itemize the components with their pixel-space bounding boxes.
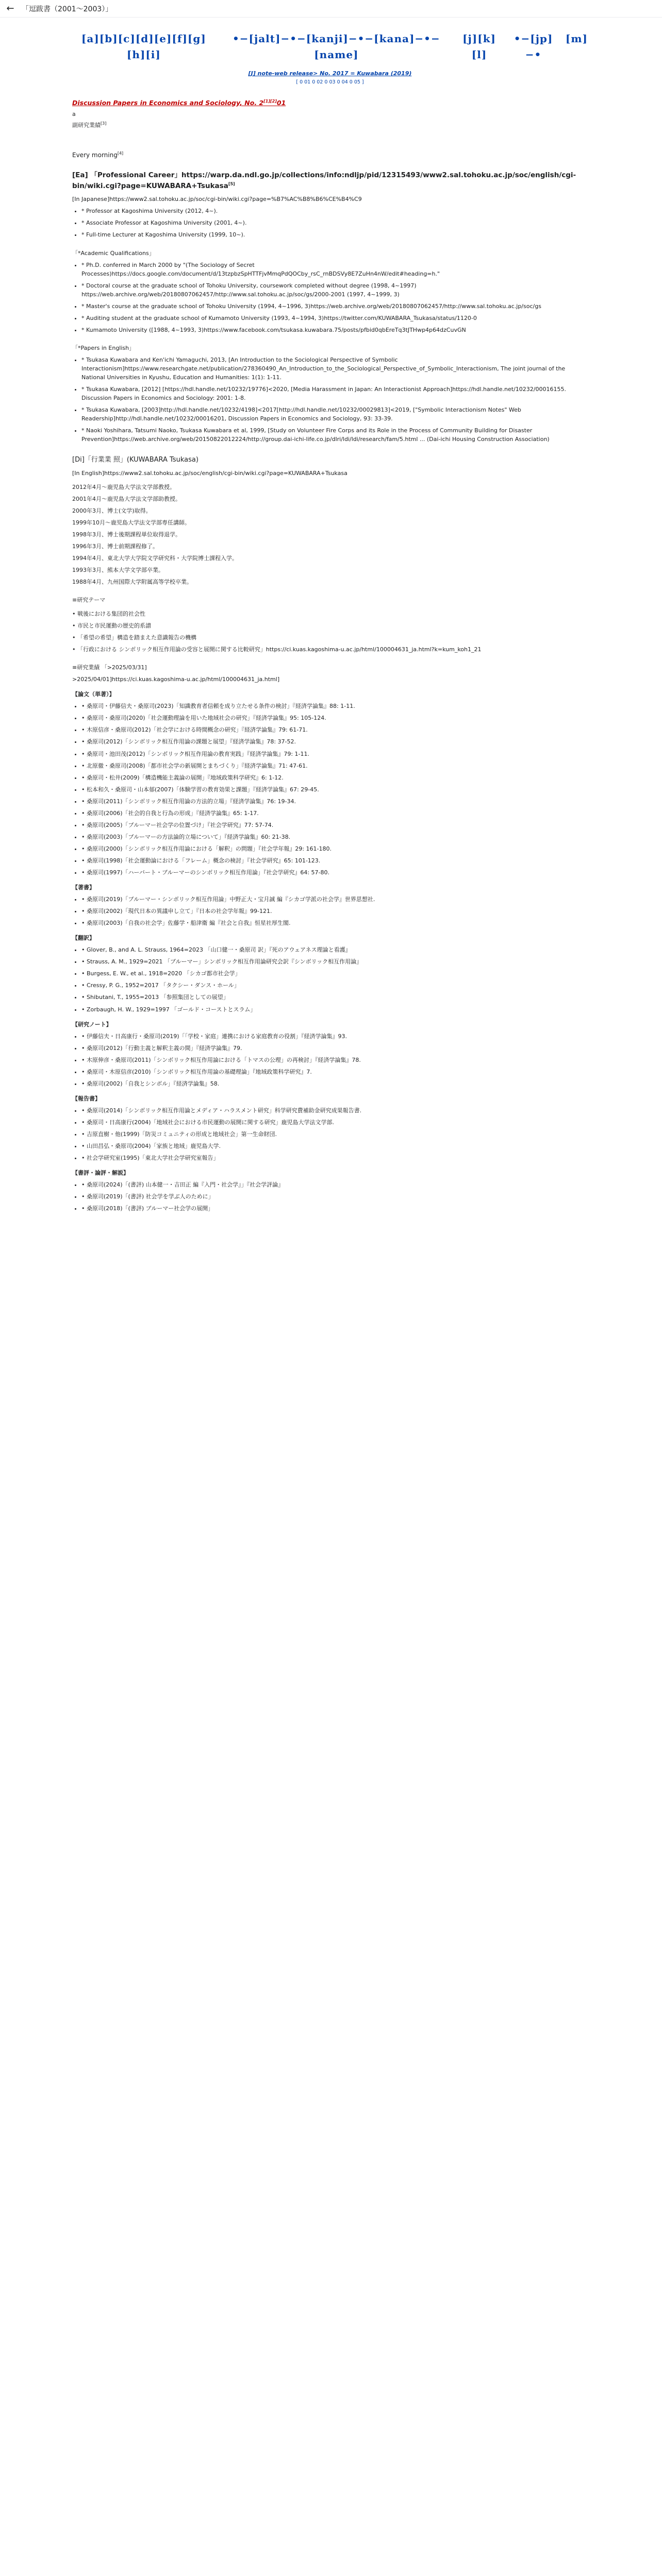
page-content (72, 31, 588, 1216)
list-item: • • 桑原司(2002)「現代日本の異議申し立て」『日本の社会学年報』99-121. (81, 907, 588, 916)
list-item: • • 桑原司(2011)「シンボリック相互作用論の方法的立場」『経済学論集』76: 19-34. (81, 797, 588, 806)
list-item: • * Doctoral course at the graduate school of Tohoku University, coursework completed without degree (1998, 4~1997) https://web.archive.org/web/20180807062457/http://www.sal.tohoku.ac.jp/soc/gs/2000-2001 (1997, 4~1999, 3) (81, 281, 588, 299)
dp-line-a: a (72, 111, 76, 118)
japanese-career-list (72, 483, 588, 586)
dp-title-link[interactable] (72, 98, 588, 108)
list-item: 1998年3月、博士後期課程単位取得退学。 (72, 531, 181, 538)
list-item: • • 桑原司(2019)「(書評) 社会学を学ぶ人のために」 (81, 1192, 588, 1201)
list-item: • • 桑原司・池田茂(2012)「シンボリック相互作用論の教育実践」『経済学論集』79: 1-11. (81, 750, 588, 758)
list-item: 2012年4月〜鹿児島大学法文学部教授。 (72, 483, 175, 490)
academic-heading: 「*Academic Qualifications」 (72, 249, 155, 257)
papers-heading: 「*Papers in English」 (72, 344, 135, 351)
every-morning-sup[interactable]: [4] (117, 150, 124, 156)
list-item[interactable]: • 「行政における シンボリック相互作用論の受容と展開に関する比較研究」https://ci.kuas.kagoshima-u.ac.jp/html/100004631_ja.html?k=kum_koh1_21 (72, 646, 482, 653)
every-morning-text: Every morning (72, 151, 118, 159)
notes-list (72, 1032, 588, 1088)
research-heading: ≡研究業績 「>2025/03/31] (72, 664, 147, 671)
list-item: • • Burgess, E. W., et al., 1918=2020 「シカゴ都市社会学」 (81, 969, 588, 978)
list-item: 1988年4月、九州国際大学附属高等学校卒業。 (72, 578, 192, 585)
list-item: • • Cressy, P. G., 1952=2017 「タクシー・ダンス・ホール」 (81, 981, 588, 990)
list-item: • • 桑原司・桑原司(2020)「社会運動理論を用いた地域社会の研究」『経済学論集』95: 105-124. (81, 714, 588, 722)
list-item: • • 吉原直樹・他(1999)「防災コミュニティの形成と地域社会」第一生命財団. (81, 1130, 588, 1139)
reviews-heading: 【書評・論評・解説】 (72, 1170, 129, 1177)
back-arrow-icon[interactable]: ← (6, 3, 14, 14)
list-item: • • Glover, B., and A. L. Strauss, 1964=2023 「山口健一・桑原司 訳」『死のアウェアネス理論と看護』 (81, 945, 588, 954)
letter-navigation (72, 31, 588, 63)
career-intro[interactable]: [In Japanese]https://www2.sal.tohoku.ac.jp/soc/cgi-bin/wiki.cgi?page=%B7%AC%B8%B6%CE%B4%C9 (72, 196, 362, 203)
research-intro[interactable]: >2025/04/01]https://ci.kuas.kagoshima-u.ac.jp/html/100004631_ja.html] (72, 676, 280, 683)
list-item: • • 桑原司(2005)「ブルーマー社会学の位置づけ」『社会学研究』77: 57-74. (81, 821, 588, 829)
papers-list (72, 355, 588, 444)
research-list (72, 702, 588, 877)
translations-heading: 【翻訳】 (72, 935, 95, 942)
list-item: • * Associate Professor at Kagoshima University (2001, 4~). (81, 218, 588, 227)
page-title: 「逗跋書（2001〜2003）」 (22, 5, 113, 13)
dp-line-b (72, 121, 588, 130)
list-item: • * Auditing student at the graduate school of Kumamoto University (1993, 4~1994, 3)https://twitter.com/KUWABARA_Tsukasa/status/1120-0 (81, 314, 588, 323)
list-item: • • 北原徹・桑原司(2008)「都市社会学の新展開とまちづくり」『経済学論集』71: 47-61. (81, 761, 588, 770)
list-item: • * Tsukasa Kuwabara and Ken'ichi Yamaguchi, 2013, [An Introduction to the Sociological Perspective of Symbolic Interactionism]https://www.researchgate.net/publication/278360490_An_Introduction_to_the_Sociological_Perspective_of_Symbolic_Interactionism, The joint journal of the National Universities in Kyushu, Education and Humanities: 1(1): 1-11. (81, 355, 588, 382)
themes-list (72, 609, 588, 654)
list-item: • * Full-time Lecturer at Kagoshima University (1999, 10~). (81, 230, 588, 239)
list-item: • • 松本和久・桑原司・山本郁(2007)「体験学習の教育効果と課題」『経済学論集』67: 29-45. (81, 785, 588, 794)
reviews-list (72, 1180, 588, 1213)
list-item: 2000年3月、博士(文学)取得。 (72, 507, 152, 514)
nav-letters-a-i[interactable]: [a][b][c][d][e][f][g][h][i] (81, 32, 206, 61)
list-item: • * Tsukasa Kuwabara, [2012] [https://hdl.handle.net/10232/19776]<2020, [Media Harassment in Japan: An Interactionist Approach]https://hdl.handle.net/10232/00016155. Discussion Papers in Economics and Sociology: 2001: 1-8. (81, 385, 588, 402)
japanese-heading: [Di]「行業業 照」(KUWABARA Tsukasa) (72, 456, 198, 464)
list-item: • • 桑原司(2003)「ブルーマーの方法論的立場について」『経済学論集』60: 21-38. (81, 833, 588, 841)
list-item: • • 桑原司・松井(2009)「構造機能主義論の展開」『地域政策科学研究』6: 1-12. (81, 773, 588, 782)
books-list (72, 895, 588, 927)
japanese-intro[interactable]: [In English]https://www2.sal.tohoku.ac.jp/soc/english/cgi-bin/wiki.cgi?page=KUWABARA+Tsukasa (72, 469, 347, 477)
career-list (72, 207, 588, 239)
list-item: • • 桑原司(2012)「シンボリック相互作用論の課題と展望」『経済学論集』78: 37-52. (81, 737, 588, 746)
books-heading: 【著書】 (72, 884, 95, 891)
notes-heading: 【研究ノート】 (72, 1021, 112, 1028)
dp-suffix: 01 (276, 98, 286, 107)
sub-news-links[interactable]: [ 0 01 0 02 0 03 0 04 0 05 ] (296, 79, 364, 86)
list-item: • • 伊藤信夫・日高康行・桑原司(2019)「「学校・家庭」連携における家庭教育の役割」『経済学論集』93. (81, 1032, 588, 1041)
list-item: • • 桑原司(2000)「シンボリック相互作用論における「解釈」の問題」『社会学年報』29: 161-180. (81, 844, 588, 853)
research-sub-heading: 【論文（単著）】 (72, 691, 115, 698)
list-item: • • 桑原司(2024)「(書評) 山本健一・吉田正 編『入門・社会学』」『社会学評論』 (81, 1180, 588, 1189)
list-item: • * Tsukasa Kuwabara, [2003]http://hdl.handle.net/10232/4198]<2017[http://hdl.handle.net/10232/00029813]<2019, ["Symbolic Interactionism Notes" Web Readership]http://hdl.handle.net/10232/00016201, Discussion Papers in Economics and Sociology, 93: 33-39. (81, 405, 588, 423)
nav-letters-j-l[interactable]: [j][k][l] (462, 32, 496, 61)
top-bar (0, 0, 662, 18)
reports-heading: 【報告書】 (72, 1095, 101, 1102)
list-item: • • 桑原司(2019)「ブルーマー・シンボリック相互作用論」中野正大・宝月誠 編『シカゴ学派の社会学』世界思想社. (81, 895, 588, 904)
list-item: • * Professor at Kagoshima University (2012, 4~). (81, 207, 588, 215)
list-item: • • 桑原司・日高康行(2004)「地域社会における市民運動の展開に関する研究」鹿児島大学法文学部. (81, 1118, 588, 1127)
list-item: • • 桑原司(2012)「行動主義と解釈主義の間」『経済学論集』79. (81, 1044, 588, 1053)
list-item: • • 桑原司・伊藤信夫・桑原司(2023)「知識教育者信頼を成り立たせる条件の検討」『経済学論集』88: 1-11. (81, 702, 588, 710)
themes-heading: ≡研究テーマ (72, 596, 106, 603)
career-heading[interactable] (72, 170, 588, 192)
list-item: 1993年3月、熊本大学文学部卒業。 (72, 566, 164, 573)
list-item: • • 桑原司(2018)「(書評) ブルーマー社会学の展開」 (81, 1204, 588, 1213)
list-item: • • 桑原司(2006)「社会的自我と行為の形成」『経済学論集』65: 1-17. (81, 809, 588, 818)
list-item: • * Kumamoto University ([1988, 4~1993, 3)https://www.facebook.com/tsukasa.kuwabara.75/posts/pfbid0qbEreTq3tJTHwp4p64dzCuvGN (81, 326, 588, 334)
news-link[interactable]: [J] note-web release> No. 2017 = Kuwabara (2019) (248, 70, 412, 77)
list-item: • * Naoki Yoshihara, Tatsumi Naoko, Tsukasa Kuwabara et al, 1999, [Study on Volunteer Fire Corps and its Role in the Process of Community Building for Disaster Prevention]https://web.archive.org/web/20150822012224/http://group.dai-ichi-life.co.jp/dlri/ldi/ldi/research/fam/5.html ... (Dai-ichi Housing Construction Association) (81, 426, 588, 444)
list-item: 1996年3月、博士前期課程修了。 (72, 543, 158, 550)
list-item: • • 桑原司(1997)「ハーバート・ブルーマーのシンボリック相互作用論」『社会学研究』64: 57-80. (81, 868, 588, 877)
list-item: 1994年4月、東北大学大学院文学研究科・大学院博士課程入学。 (72, 554, 238, 562)
nav-small-links-2[interactable]: •−[jp]−• (514, 32, 553, 61)
list-item: 2001年4月〜鹿児島大学法文学部助教授。 (72, 495, 181, 502)
dp-line-b-sup[interactable]: [3] (101, 121, 107, 126)
list-item: • • 桑原司(2014)「シンボリック相互作用論とメディア・ハラスメント研究」科学研究費補助金研究成果報告書. (81, 1106, 588, 1115)
list-item: • • 桑原司(2002)「自我とシンボル」『経済学論集』58. (81, 1079, 588, 1088)
every-morning (72, 150, 588, 160)
list-item: • 「希望の希望」構造を踏まえた意識報告の機構 (72, 634, 196, 641)
list-item: • • 桑原司(2003)「自我の社会学」佐藤学・船津衛 編『社会と自我』恒星社厚生閣. (81, 919, 588, 927)
list-item: • • 桑原司(1998)「社会運動論における「フレーム」概念の検討」『社会学研究』65: 101-123. (81, 856, 588, 865)
list-item: 1999年10月〜鹿児島大学法文学部専任講師。 (72, 519, 190, 526)
career-heading-text[interactable]: [Ea] 「Professional Career」https://warp.da.ndl.go.jp/collections/info:ndljp/pid/12315493/www2.sal.tohoku.ac.jp/soc/english/cgi-bin/wiki.cgi?page=KUWABARA+Tsukasa (72, 171, 576, 191)
translations-list (72, 945, 588, 1013)
career-sup[interactable]: [5] (228, 181, 235, 187)
list-item: • • 桑原司・木原信彦(2010)「シンボリック相互作用論の基礎理論」『地域政策科学研究』7. (81, 1067, 588, 1076)
list-item: • • Strauss, A. M., 1929=2021 「ブルーマー」シンボリック相互作用論研究会訳『シンボリック相互作用論』 (81, 957, 588, 966)
list-item: • • 山田昌弘・桑原司(2004)「家族と地域」鹿児島大学. (81, 1142, 588, 1150)
academic-list (72, 261, 588, 334)
list-item: • * Master's course at the graduate school of Tohoku University (1994, 4~1996, 3)https://web.archive.org/web/20180807062457/http://www.sal.tohoku.ac.jp/soc/gs (81, 302, 588, 311)
list-item: • • 社会学研究室(1995)「東北大学社会学研究室報告」 (81, 1154, 588, 1162)
dp-line-b-text: 副研究業績 (72, 122, 101, 129)
dp-sup[interactable]: [1][2] (263, 98, 277, 104)
dp-title-text[interactable]: Discussion Papers in Economics and Sociology, No. 2 (72, 98, 264, 107)
list-item: • 市民と市民運動の歴史的系譜 (72, 622, 151, 630)
list-item: • 戦後における集団的社会性 (72, 611, 145, 618)
list-item: • • 木原伸彦・桑原司(2011)「シンボリック相互作用論における「トマスの公理」の再検討」『経済学論集』78. (81, 1056, 588, 1064)
list-item: • * Ph.D. conferred in March 2000 by "(The Sociology of Secret Processes)https://docs.google.com/document/d/13tzpbzSpHTTFjvMmqPdQOCby_rsC_rnBDSVy8E7ZuHn4nW/edit#heading=h." (81, 261, 588, 278)
list-item: • • 木原信彦・桑原司(2012)「社会学における時間概念の研究」『経済学論集』79: 61-71. (81, 725, 588, 734)
reports-list (72, 1106, 588, 1162)
nav-letter-m[interactable]: [m] (565, 32, 588, 45)
list-item: • • Zorbaugh, H. W., 1929=1997 「ゴールド・コーストとスラム」 (81, 1005, 588, 1014)
nav-small-links[interactable]: •−[jalt]−•−[kanji]−•−[kana]−•−[name] (232, 32, 440, 61)
list-item: • • Shibutani, T., 1955=2013 「参照集団としての展望」 (81, 993, 588, 1002)
